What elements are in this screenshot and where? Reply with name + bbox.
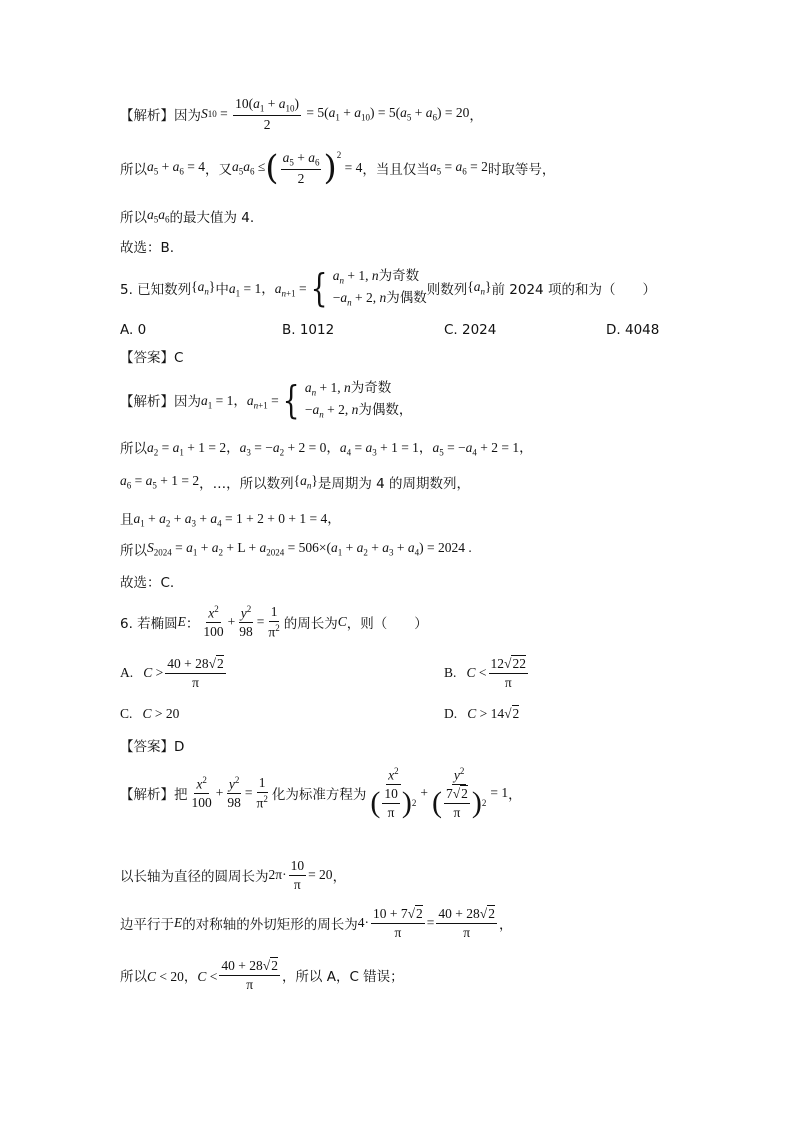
q5-solution-line-3: $a_6 = a_5 + 1 = 2$ ，…，所以数列 $\{a_n\}$ 是周期为 4 的周期数列， — [120, 473, 470, 492]
q5-solution-line-1: 【解析】 因为 $a_1 = 1$，$a_{n+1}$ = { $a_n + 1$, n为奇数 $-a_n + 2$, n为偶数， — [120, 377, 413, 422]
solution-line-3: 所以 $a_5a_6$ 的最大值为 4. — [120, 207, 255, 226]
q6-solution-line-4: 所以 C < 20，C < $\frac{40 + 28√2}{\pi}$ ，所以 A，C 错误； — [120, 958, 404, 992]
q6-solution-line-1: 【解析】 把 $\frac{x^2}{100}$ + $\frac{y^2}{98}$ = $\frac{1}{\pi^2}$ 化为标准方程为 $x^2$ ( $\frac{10}{\pi}$ ) 2 + $y^2$ ( $\frac{7√2}{\pi}$ ) 2 = 1 ， — [120, 766, 522, 820]
option-d: D. C > 14√2 — [444, 706, 520, 721]
q5-solution-line-4: 且 $a_1 + a_2 + a_3 + a_4 = 1 + 2 + 0 + 1 = 4$， — [120, 511, 341, 529]
option-a: A. C > $\frac{40 + 28√2}{\pi}$ — [120, 656, 224, 690]
answer-choice-line: 故选：B. — [120, 240, 175, 256]
answer-label: 【答案】C — [120, 350, 184, 366]
question-5: 5. 已知数列 $\{a_n\}$ 中 $a_1 = 1$，$a_{n+1}$ = { $a_n + 1$, n为奇数 $-a_n + 2$, n为偶数 则数列 $\{a_n\}$ 前 2024 项的和为（ ） — [120, 265, 656, 310]
solution-line-2: 所以 $a_5 + a_6 = 4$ ，又 $a_5a_6$ ≤ ( $\frac{a_5 + a_6}{2}$ ) $^2$ = 4 ，当且仅当 $a_5 = a_6 = 2$ 时取等号， — [120, 148, 556, 189]
option-d: D. 4048 — [606, 322, 660, 338]
analysis-tag: 【解析】 — [120, 108, 174, 125]
fraction: $\frac{10(a_1 + a_{10})}{2}$ — [235, 96, 299, 133]
q5-solution-line-2: 所以 $a_2 = a_1 + 1 = 2$，$a_3 = -a_2 + 2 = 0$，$a_4 = a_3 + 1 = 1$，$a_5 = -a_4 + 2 = 1$， — [120, 440, 533, 458]
q6-solution-line-2: 以长轴为直径的圆周长为 2π· $\frac{10}{\pi}$ = 20 ， — [120, 858, 347, 892]
answer-label: 【答案】D — [120, 739, 185, 755]
question-6: 6. 若椭圆 E ： $\frac{x^2}{100}$ + $\frac{y^2}{98}$ = $\frac{1}{\pi^2}$ 的周长为 C ，则（ ） — [120, 604, 428, 640]
solution-line-1: 【解析】 因为 S 10 = $\frac{10(a_1 + a_{10})}{2}$ = $5(a_1 + a_{10}) = 5(a_5 + a_6) = 20$ ， — [120, 96, 483, 133]
option-a: A. 0 — [120, 322, 147, 338]
option-b: B. C < $\frac{12√22}{\pi}$ — [444, 656, 526, 690]
option-c: C. 2024 — [444, 322, 497, 338]
option-b: B. 1012 — [282, 322, 335, 338]
q5-solution-line-5: 所以 $S_{2024} = a_1 + a_2 + L + a_{2024} = 506\times(a_1 + a_2 + a_3 + a_4) = 2024$ . — [120, 540, 472, 559]
option-c: C. C > 20 — [120, 706, 180, 721]
q6-solution-line-3: 边平行于 E 的对称轴的外切矩形的周长为 4· $\frac{10 + 7√2}{\pi}$ = $\frac{40 + 28√2}{\pi}$ ， — [120, 906, 513, 940]
q5-answer-choice: 故选：C. — [120, 575, 175, 591]
